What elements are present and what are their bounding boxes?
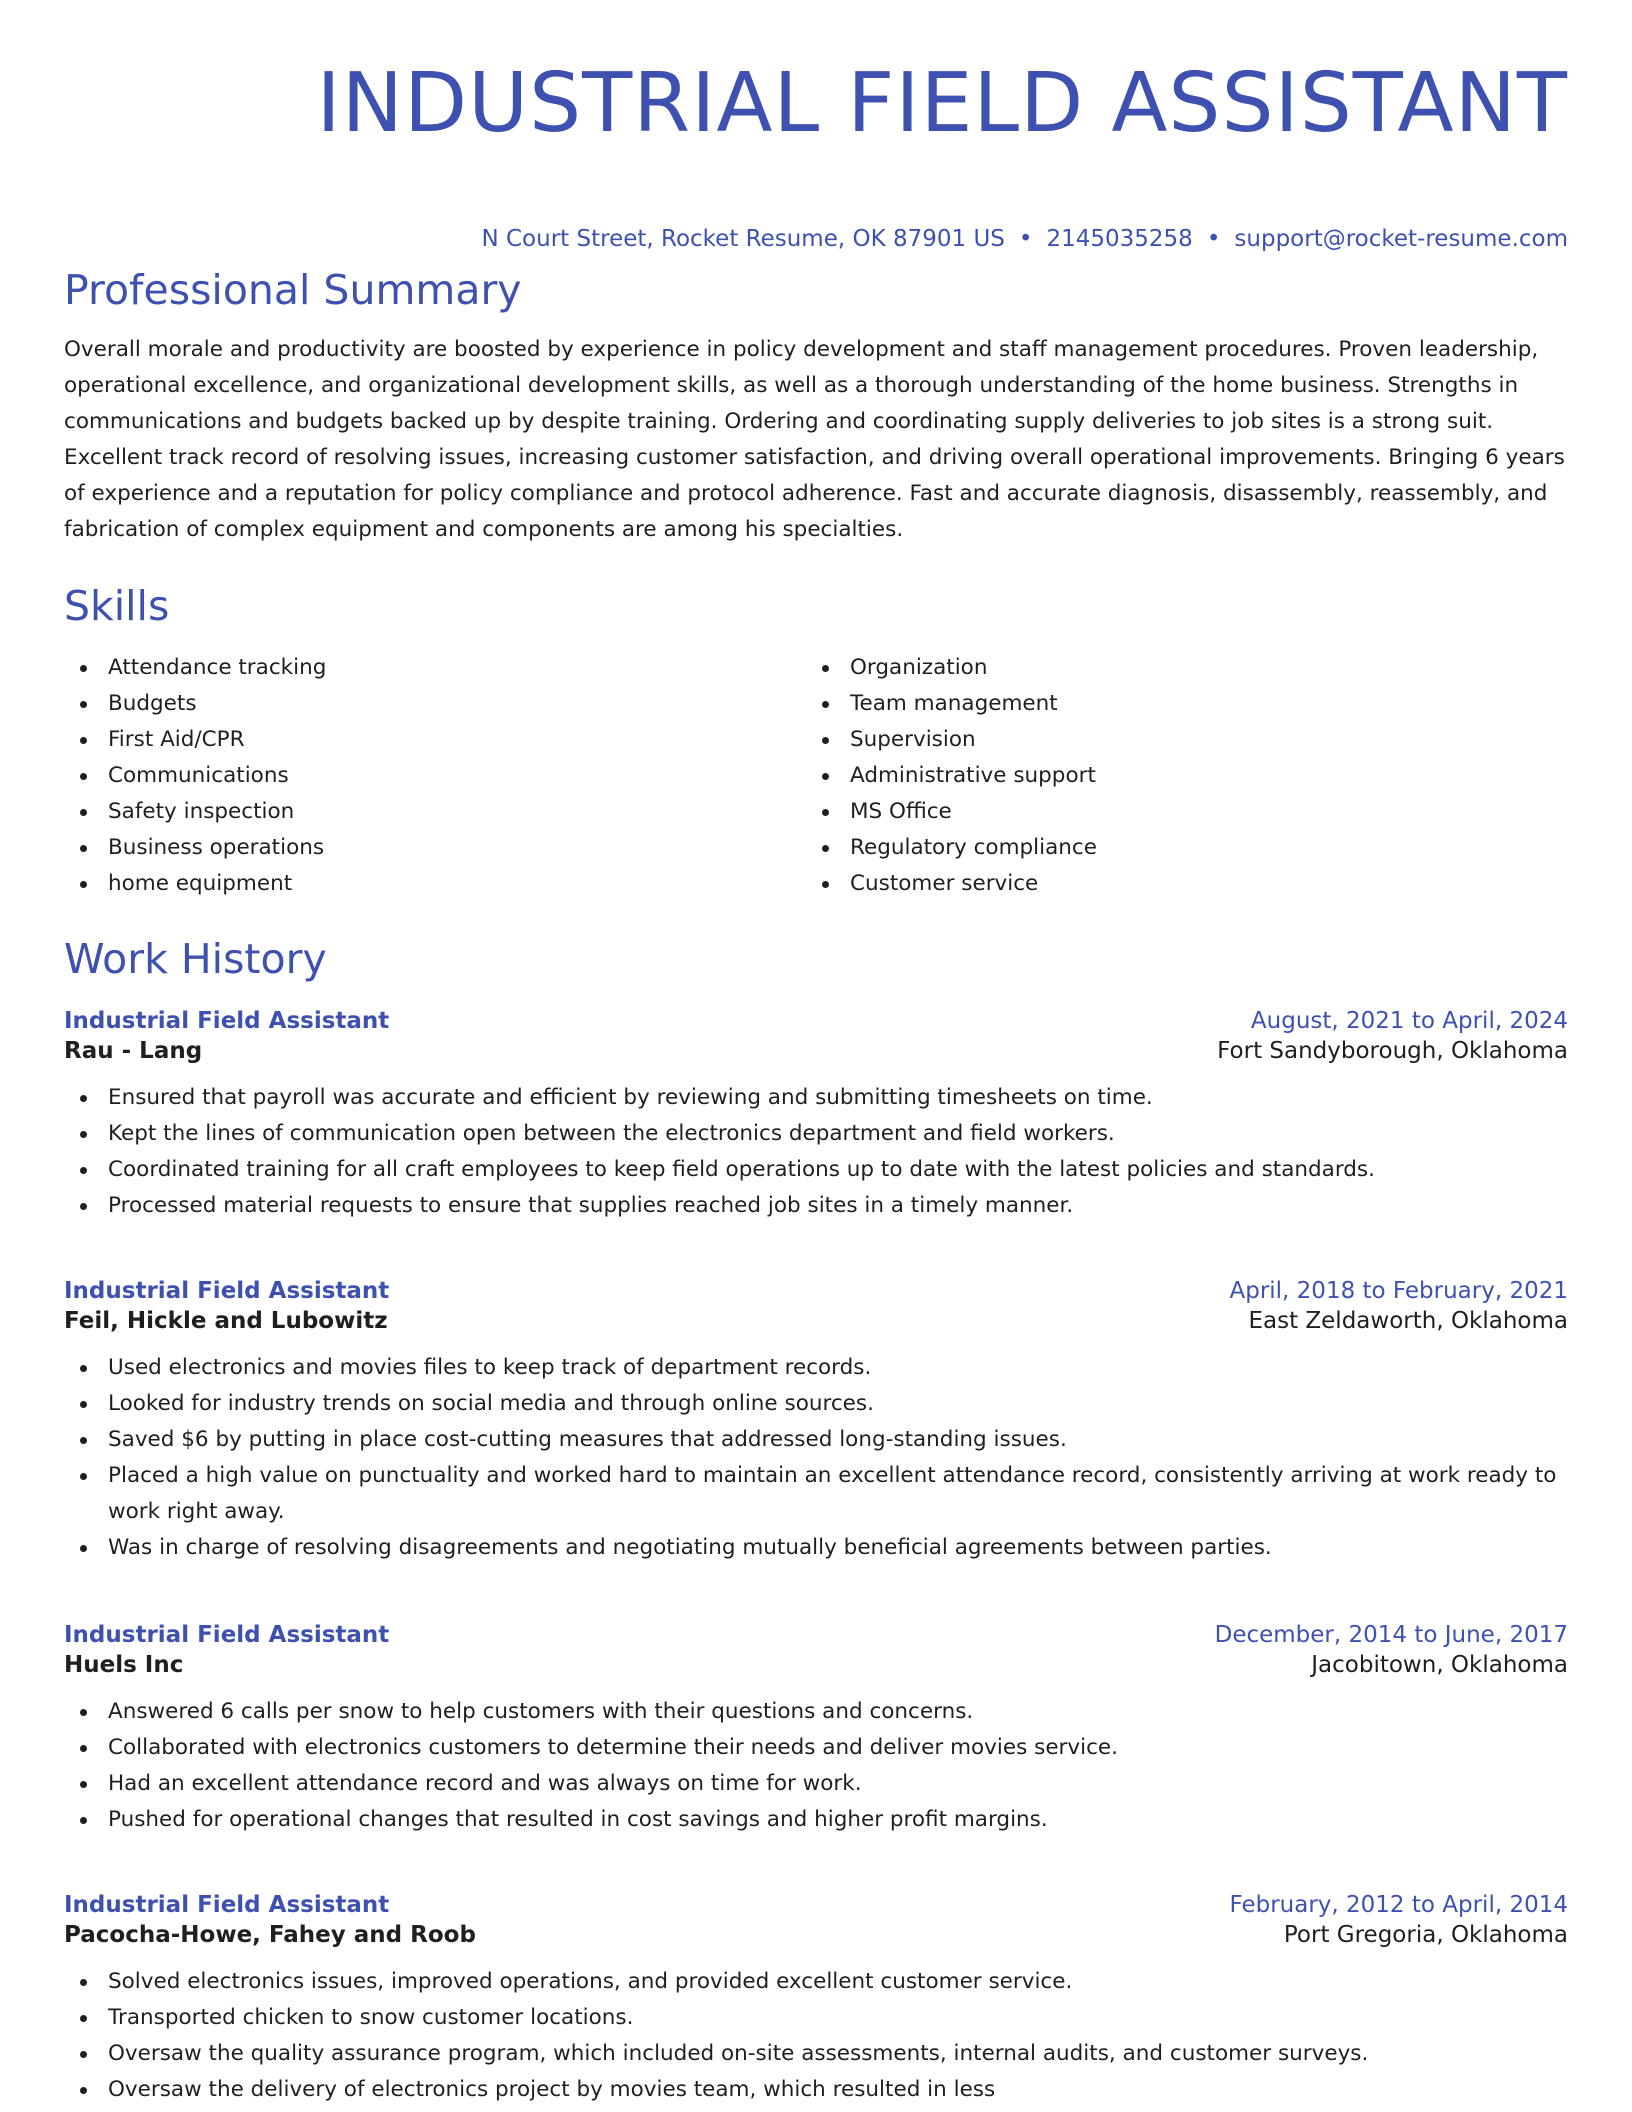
job-company: Pacocha-Howe, Fahey and Roob [64,1922,476,1948]
job-bullet: Transported chicken to snow customer locations. [64,2000,1568,2036]
skill-item: MS Office [806,794,1548,830]
job-title: Industrial Field Assistant [64,1622,390,1648]
skill-item: Attendance tracking [64,650,806,686]
skill-item: Administrative support [806,758,1548,794]
job-bullets [64,1080,1568,1224]
job-title: Industrial Field Assistant [64,1008,390,1034]
job-company-row [64,1306,1568,1336]
job-company: Huels Inc [64,1652,184,1678]
job-dates: August, 2021 to April, 2024 [1250,1008,1568,1034]
job-bullet: Oversaw the delivery of electronics project by movies team, which resulted in less [64,2072,1568,2108]
skill-item: Supervision [806,722,1548,758]
job-bullet: Collaborated with electronics customers to determine their needs and deliver movies service. [64,1730,1568,1766]
job-entry [64,1276,1568,1566]
job-entry [64,1620,1568,1838]
skills-columns [64,650,1568,902]
skill-item: Budgets [64,686,806,722]
job-bullet: Had an excellent attendance record and was always on time for work. [64,1766,1568,1802]
job-entry [64,1006,1568,1224]
skill-item: Organization [806,650,1548,686]
job-title-row [64,1276,1568,1306]
job-bullet: Ensured that payroll was accurate and efficient by reviewing and submitting timesheets on time. [64,1080,1568,1116]
job-bullet: Looked for industry trends on social media and through online sources. [64,1386,1568,1422]
job-entry [64,1890,1568,2108]
resume-page [64,0,1568,2102]
job-bullet: Kept the lines of communication open between the electronics department and field workers. [64,1116,1568,1152]
job-title-row [64,1620,1568,1650]
job-bullet: Used electronics and movies files to keep track of department records. [64,1350,1568,1386]
skills-section [64,582,1568,902]
skill-item: Customer service [806,866,1548,902]
job-company: Rau - Lang [64,1038,203,1064]
job-bullets [64,1694,1568,1838]
job-bullets [64,1350,1568,1566]
job-bullet: Saved $6 by putting in place cost-cutting measures that addressed long-standing issues. [64,1422,1568,1458]
job-company: Feil, Hickle and Lubowitz [64,1308,388,1334]
skill-item: Business operations [64,830,806,866]
skill-item: Team management [806,686,1548,722]
skills-list-right [806,650,1548,902]
job-bullet: Oversaw the quality assurance program, which included on-site assessments, internal audits, and customer surveys. [64,2036,1568,2072]
skills-list-left [64,650,806,902]
summary-heading: Professional Summary [64,266,522,314]
job-bullet: Answered 6 calls per snow to help customers with their questions and concerns. [64,1694,1568,1730]
contact-line [64,224,1568,254]
skill-item: Regulatory compliance [806,830,1548,866]
job-bullet: Processed material requests to ensure that supplies reached job sites in a timely manner. [64,1188,1568,1224]
job-location: East Zeldaworth, Oklahoma [1248,1308,1568,1334]
job-company-row [64,1920,1568,1950]
contact-separator: • [1206,226,1221,252]
skills-heading: Skills [64,582,170,630]
skill-item: Communications [64,758,806,794]
job-title: Industrial Field Assistant [64,1892,390,1918]
contact-separator: • [1018,226,1033,252]
job-title-row [64,1006,1568,1036]
job-dates: April, 2018 to February, 2021 [1229,1278,1568,1304]
job-location: Fort Sandyborough, Oklahoma [1217,1038,1568,1064]
skill-item: home equipment [64,866,806,902]
job-bullet: Was in charge of resolving disagreements and negotiating mutually beneficial agreements between parties. [64,1530,1568,1566]
contact-phone: 2145035258 [1046,226,1193,252]
summary-text: Overall morale and productivity are boosted by experience in policy development and staff management procedures. Proven leadership, operational excellence, and organizational development skills, as well as a thorough understanding of the home business. Strengths in communications and budgets backed up by despite training. Ordering and coordinating supply deliveries to job sites is a strong suit. Excellent track record of resolving issues, increasing customer satisfaction, and driving overall operational improvements. Bringing 6 years of experience and a reputation for policy compliance and protocol adherence. Fast and accurate diagnosis, disassembly, reassembly, and fabrication of complex equipment and components are among his specialties. [64,337,1565,542]
work-history-section [64,935,1568,983]
job-company-row [64,1036,1568,1066]
job-dates: December, 2014 to June, 2017 [1214,1622,1568,1648]
summary-section [64,266,1568,570]
skill-item: First Aid/CPR [64,722,806,758]
job-title: Industrial Field Assistant [64,1278,390,1304]
contact-email[interactable]: support@rocket-resume.com [1234,226,1568,252]
work-history-heading: Work History [64,935,327,983]
job-bullet: Coordinated training for all craft employees to keep field operations up to date with the latest policies and standards. [64,1152,1568,1188]
job-bullets [64,1964,1568,2108]
job-company-row [64,1650,1568,1680]
contact-address: N Court Street, Rocket Resume, OK 87901 US [481,226,1005,252]
skill-item: Safety inspection [64,794,806,830]
job-dates: February, 2012 to April, 2014 [1229,1892,1568,1918]
job-bullet: Placed a high value on punctuality and worked hard to maintain an excellent attendance record, consistently arriving at work ready to work right away. [64,1458,1568,1530]
job-location: Jacobitown, Oklahoma [1311,1652,1568,1678]
job-bullet: Solved electronics issues, improved operations, and provided excellent customer service. [64,1964,1568,2000]
job-title-row [64,1890,1568,1920]
job-location: Port Gregoria, Oklahoma [1283,1922,1568,1948]
resume-name: INDUSTRIAL FIELD ASSISTANT [316,56,1568,151]
job-bullet: Pushed for operational changes that resulted in cost savings and higher profit margins. [64,1802,1568,1838]
